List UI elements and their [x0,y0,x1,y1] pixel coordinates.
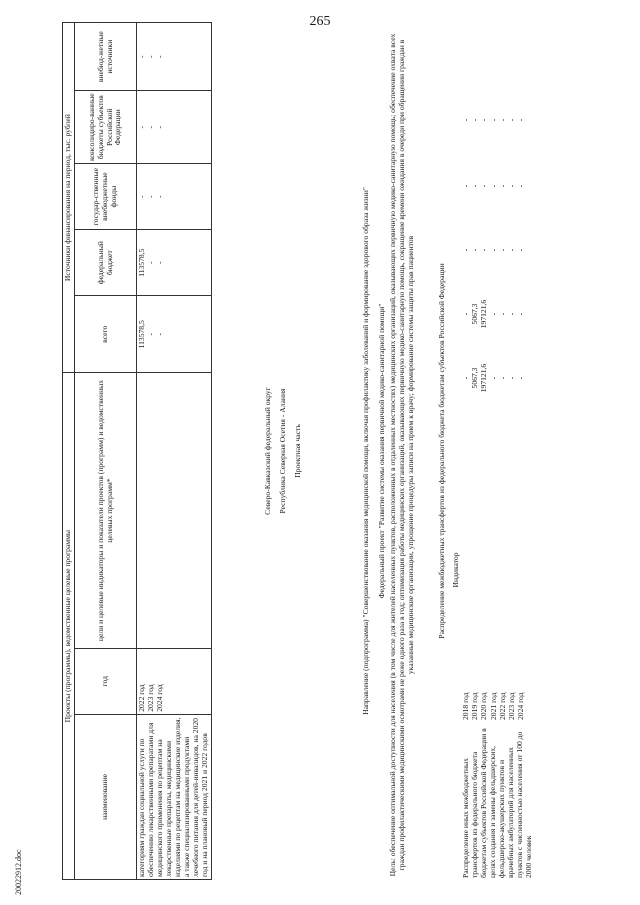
distribution-extra [462,90,526,150]
header-total: всего [75,296,137,373]
header-consolidated: консолидиро-ванные бюджеты субъектов Российской Федерации [75,91,137,164]
row-goals [137,373,212,648]
year-cell: 2022 год [137,684,146,712]
direction-title: Направление (подпрограмма) "Совершенствование оказания медицинской помощи, включая профилактику заболеваний и формирование здорового образа жизни" [361,187,370,715]
value-cell: - [479,184,489,188]
row-state-funds [137,164,212,230]
value-cell: - [488,248,498,252]
distribution-name: Распределение иных межбюджетных трансфертов из федерального бюджета бюджетам субъектов Российской Федерации в целях создания и замены фельдшерских, фельдшерско-акушерских пунктов и врачебных амбулаторий для населенных пунктов с численностью населения от 100 до 2000 человек [461,728,533,878]
region-name: Республика Северная Осетия - Алания [277,388,287,514]
value-cell: - [461,118,470,122]
document-code: 20022912.doc [14,849,23,895]
header-state-funds: государ-ственные внебюджетные фонды [75,164,137,230]
distribution-federal [462,284,526,344]
value-cell: - [146,261,156,264]
value-cell: - [461,376,470,380]
value-cell: - [497,248,507,252]
header-projects: Проекты (программы), ведомственные целевые программы [63,373,75,880]
value-cell: - [137,125,146,129]
value-cell: 5067,3 [470,367,480,389]
year-cell: 2021 год [488,692,498,720]
value-cell: - [137,195,146,198]
value-cell: - [506,312,516,316]
value-cell: - [506,248,516,252]
row-total [137,296,212,373]
value-cell: - [488,376,498,380]
row-consolidated [137,91,212,164]
year-cell: 2022 год [497,692,507,720]
value-cell: - [497,376,507,380]
row-extra [137,23,212,91]
value-cell: - [479,248,489,252]
value-cell: - [146,125,156,129]
value-cell: 5067,3 [470,303,480,325]
distribution-consolidated [462,156,526,216]
page-number: 265 [309,14,331,29]
value-cell: - [497,184,507,188]
year-cell: 2020 год [479,692,489,720]
value-cell: - [488,184,498,188]
year-cell: 2024 год [155,684,165,712]
value-cell: - [461,312,470,316]
row-years [137,648,212,714]
value-cell: 113578,5 [137,320,146,349]
header-federal: федеральный бюджет [75,230,137,296]
value-cell: - [497,312,507,316]
header-name: наименование [75,714,137,879]
header-extra: внебюд-жетные источники [75,23,137,91]
year-cell: 2023 год [506,692,516,720]
value-cell: - [146,55,156,58]
value-cell: - [470,248,480,252]
value-cell: - [470,184,480,188]
distribution-state-funds [462,220,526,280]
value-cell: - [488,118,498,122]
value-cell: - [155,195,165,198]
header-year: год [75,648,137,714]
row-federal [137,230,212,296]
value-cell: - [506,118,516,122]
year-cell: 2018 год [461,692,470,720]
value-cell: - [155,333,165,336]
value-cell: - [470,118,480,122]
federal-project-title: Федеральный проект "Развитие системы оказания первичной медико-санитарной помощи" [377,303,386,599]
value-cell: - [488,312,498,316]
value-cell: 197121,6 [479,299,489,329]
value-cell: 113578,5 [137,248,146,277]
distribution-total [462,348,526,408]
header-funding: Источники финансирования на период, тыс. рублей [63,23,75,373]
value-cell: - [516,248,526,252]
year-cell: 2024 год [516,692,526,720]
value-cell: - [479,118,489,122]
value-cell: - [461,248,470,252]
value-cell: - [137,55,146,58]
federal-district: Северо-Кавказский федеральный округ [263,387,272,515]
distribution-heading: Распределение межбюджетных трансфертов из федерального бюджета бюджетам субъектов Российской Федерации [437,263,446,639]
goal-text: Цель: обеспечение оптимальной доступности для населения (в том числе для жителей населенных пунктов, расположенных в отдаленных местностях) медицинских организаций, оказывающих первичную медико-санитарную помощь; обеспечение охвата всех граждан профилактическими медицинскими осмотрами не реже одного раза в год; оптимизация работы медицинских организаций, оказывающих первичную медико-санитарную помощь, сокращение времени ожидания в очереди при обращении граждан в указанные медицинские организации, упрощение процедуры записи на прием к врачу; формирование системы защиты прав пациентов [388,33,415,877]
value-cell: - [506,184,516,188]
value-cell: 197121,6 [479,363,489,393]
project-part: Проектная часть [292,424,302,478]
header-goals: цели и целевые индикаторы и показатели проектов (программ) и ведомственных целевых программ* [75,373,137,648]
rotated-sheet [62,20,610,880]
value-cell: - [516,312,526,316]
distribution-years [462,670,526,720]
value-cell: - [146,333,156,336]
indicator-label: Индикатор [451,552,460,588]
value-cell: - [516,184,526,188]
value-cell: - [155,55,165,58]
value-cell: - [461,184,470,188]
table-row [137,23,212,880]
region-block [264,22,303,880]
value-cell: - [506,376,516,380]
value-cell: - [155,261,165,264]
year-cell: 2023 год [146,684,156,712]
value-cell: - [497,118,507,122]
value-cell: - [146,195,156,198]
value-cell: - [516,118,526,122]
funding-table [62,22,212,880]
row-name: категориям граждан социальной услуги по обеспечению лекарственными препаратами для медицинского применения по рецептам на лекарственные препараты, медицинскими изделиями по рецептам на медицинские изделия, а также специализированными продуктами лечебного питания для детей-инвалидов, на 2020 год и на плановый период 2021 и 2022 годов [137,714,212,879]
year-cell: 2019 год [470,692,480,720]
value-cell: - [155,125,165,129]
value-cell: - [516,376,526,380]
